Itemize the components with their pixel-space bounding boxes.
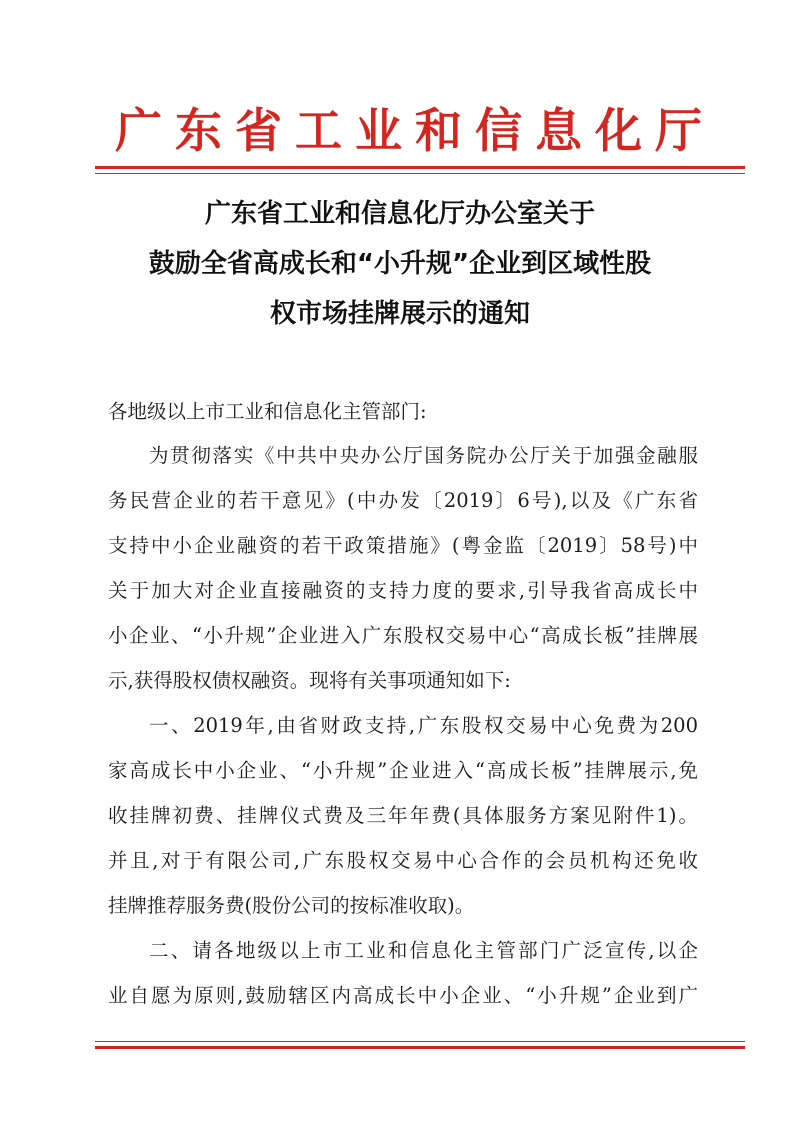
body-line: 示,获得股权债权融资。现将有关事项通知如下: (108, 669, 511, 692)
body-line: 支持中小企业融资的若干政策措施》(粤金监〔2019〕58号)中 (108, 534, 698, 557)
body-line: 关于加大对企业直接融资的支持力度的要求,引导我省高成长中 (108, 579, 698, 602)
letterhead-rule-thin (95, 173, 745, 174)
body-line: 家高成长中小企业、“小升规”企业进入“高成长板”挂牌展示,免 (108, 759, 698, 782)
footer-rule-thick (95, 1046, 745, 1049)
body-line: 收挂牌初费、挂牌仪式费及三年年费(具体服务方案见附件1)。 (108, 804, 698, 827)
footer-rule-thin (95, 1041, 745, 1042)
document-title-line-3: 权市场挂牌展示的通知 (269, 299, 530, 329)
body-line: 并且,对于有限公司,广东股权交易中心合作的会员机构还免收 (108, 849, 698, 872)
body-line: 挂牌推荐服务费(股份公司的按标准收取)。 (108, 894, 475, 917)
document-title-line-2: 鼓励全省高成长和“小升规”企业到区域性股 (148, 249, 652, 279)
salutation: 各地级以上市工业和信息化主管部门: (108, 400, 427, 423)
body-line: 小企业、“小升规”企业进入广东股权交易中心“高成长板”挂牌展 (108, 624, 698, 647)
body-line: 业自愿为原则,鼓励辖区内高成长中小企业、“小升规”企业到广 (108, 984, 698, 1007)
letterhead-rule-thick (95, 166, 745, 169)
body-line: 一、2019年,由省财政支持,广东股权交易中心免费为200 (149, 714, 698, 737)
body-line: 务民营企业的若干意见》(中办发〔2019〕6号),以及《广东省 (108, 489, 698, 512)
letterhead-org-name: 广东省工业和信息化厅 (115, 104, 715, 159)
body-line: 为贯彻落实《中共中央办公厅国务院办公厅关于加强金融服 (149, 444, 698, 467)
document-title-line-1: 广东省工业和信息化厅办公室关于 (204, 199, 595, 229)
body-line: 二、请各地级以上市工业和信息化主管部门广泛宣传,以企 (149, 939, 698, 962)
